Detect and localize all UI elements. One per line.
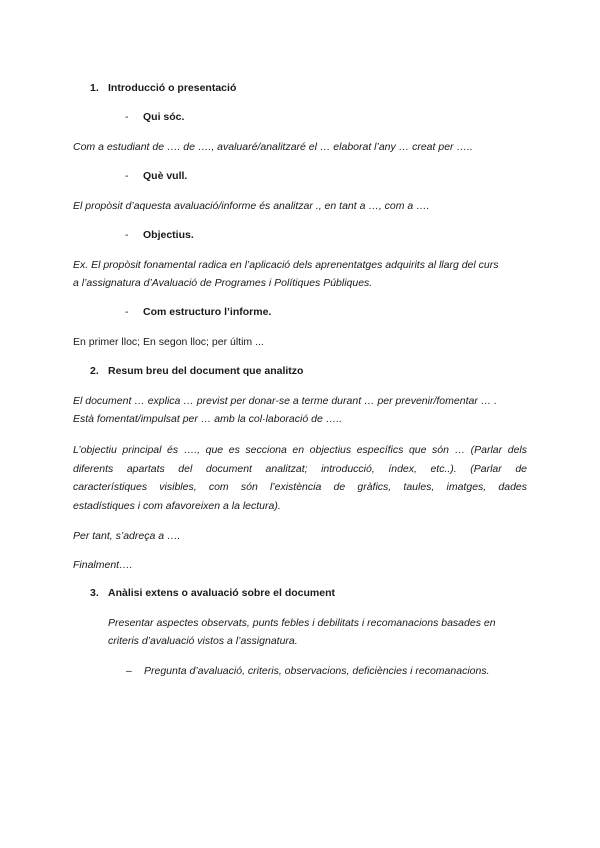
- paragraph-objectiu-line: estadístiques i com afavoreixen a la lectura).: [73, 499, 281, 512]
- subheading-title: Qui sóc.: [143, 111, 185, 123]
- subheading-dash: -: [125, 229, 129, 241]
- section-number: 3.: [90, 587, 99, 599]
- subheading-title: Objectius.: [143, 229, 194, 241]
- subheading-que-vull: [125, 170, 187, 182]
- paragraph-objectiu-line: característiques visibles, com són l’existència de gràfics, taules, imatges, dades: [73, 481, 527, 493]
- paragraph-qui-soc: Com a estudiant de …. de …., avaluaré/analitzaré el … elaborat l’any … creat per …..: [73, 141, 473, 153]
- paragraph-analisi-line: criteris d’avaluació vistos a l’assignatura.: [108, 635, 298, 647]
- section-heading-1: [90, 82, 236, 94]
- paragraph-estructura: En primer lloc; En segon lloc; per últim ...: [73, 336, 264, 348]
- paragraph-objectiu: [73, 441, 527, 515]
- paragraph-finalment: Finalment….: [73, 559, 133, 571]
- bullet-text: Pregunta d’avaluació, criteris, observacions, deficiències i recomanacions.: [144, 665, 490, 677]
- section-title: Resum breu del document que analitzo: [108, 365, 304, 377]
- subheading-title: Com estructuro l’informe.: [143, 306, 272, 318]
- paragraph-resum-line: Està fomentat/impulsat per … amb la col·laboració de …..: [73, 413, 343, 425]
- section-number: 1.: [90, 82, 99, 94]
- subheading-dash: -: [125, 111, 129, 123]
- subheading-dash: -: [125, 170, 129, 182]
- bullet-item: [126, 665, 490, 677]
- subheading-objectius: [125, 229, 194, 241]
- subheading-estructura: [125, 306, 271, 318]
- paragraph-per-tant: Per tant, s’adreça a ….: [73, 530, 181, 542]
- section-title: Introducció o presentació: [108, 82, 237, 94]
- paragraph-objectius-line: Ex. El propòsit fonamental radica en l’aplicació dels aprenentatges adquirits al llarg del curs: [73, 259, 499, 271]
- paragraph-analisi-line: Presentar aspectes observats, punts febles i debilitats i recomanacions basades en: [108, 617, 496, 629]
- bullet-dash: –: [126, 665, 132, 677]
- subheading-title: Què vull.: [143, 170, 188, 182]
- section-heading-3: [90, 587, 335, 599]
- section-heading-2: [90, 365, 303, 377]
- paragraph-que-vull: El propòsit d’aquesta avaluació/informe és analitzar ., en tant a …, com a ….: [73, 200, 430, 212]
- section-number: 2.: [90, 365, 99, 377]
- subheading-qui-soc: [125, 111, 184, 123]
- paragraph-objectius-line: a l’assignatura d’Avaluació de Programes i Polítiques Públiques.: [73, 277, 373, 289]
- paragraph-objectiu-line: diferents apartats del document analitzat; introducció, índex, etc..). (Parlar de: [73, 462, 527, 475]
- paragraph-objectiu-line: L’objectiu principal és …., que es secciona en objectius específics que són … (Parlar dels: [73, 444, 527, 456]
- section-title: Anàlisi extens o avaluació sobre el document: [108, 587, 335, 599]
- subheading-dash: -: [125, 306, 129, 318]
- paragraph-resum-line: El document … explica … previst per donar-se a terme durant … per prevenir/fomentar … .: [73, 395, 498, 407]
